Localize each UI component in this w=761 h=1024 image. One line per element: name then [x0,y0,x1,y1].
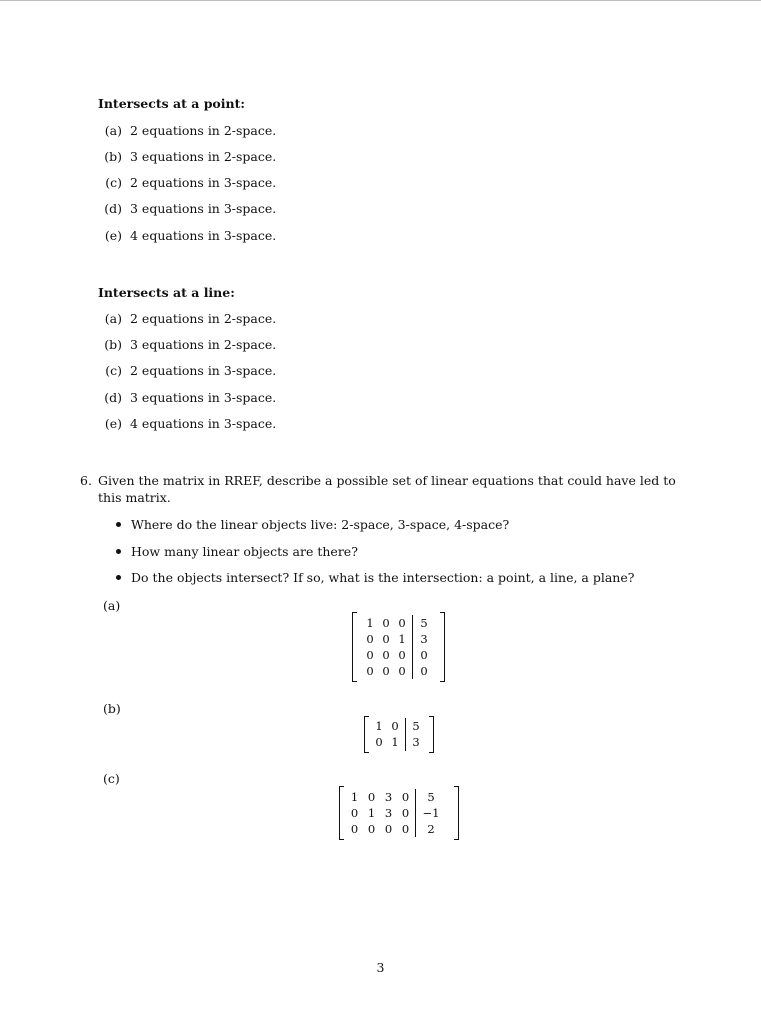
part-c-label: (c) [103,771,120,786]
problem-text-line-1: Given the matrix in RREF, describe a possible set of linear equations that could have led to [98,473,676,488]
matrix-cell: 3 [412,735,420,749]
problem-text-line-2: this matrix. [98,490,171,505]
matrix-cell: 0 [401,822,410,836]
matrix-cell: 0 [382,664,390,678]
page-number: 3 [376,960,385,975]
matrix-cell: 3 [384,790,393,804]
part-b-label: (b) [103,701,121,716]
item-text: 2 equations in 3-space. [130,175,277,190]
item-text: 3 equations in 2-space. [130,149,277,164]
matrix-cell: 0 [401,790,410,804]
bullet-item [116,570,634,585]
matrix-cell: 3 [420,632,428,646]
item-text: 3 equations in 2-space. [130,337,277,352]
matrix-c-grid [346,789,448,837]
matrix-b [364,716,434,753]
item-label: (c) [105,363,122,378]
list-item [98,201,276,216]
matrix-b-grid [371,718,429,750]
list-item [98,337,276,352]
list-item [98,311,276,326]
bullet-item [116,544,358,559]
bullet-item [116,517,509,532]
item-label: (b) [104,149,122,164]
augment-divider [412,615,413,679]
bullet-icon [116,522,121,527]
matrix-cell: 2 [427,822,435,836]
item-text: 2 equations in 2-space. [130,123,277,138]
matrix-cell: 0 [350,806,359,820]
item-label: (c) [105,175,122,190]
matrix-cell: 0 [350,822,359,836]
matrix-cell: 0 [366,632,374,646]
part-a-label: (a) [103,598,121,613]
matrix-cell: 0 [398,616,406,630]
matrix-cell: 0 [420,648,428,662]
matrix-cell: 0 [366,648,374,662]
section-point-heading: Intersects at a point: [98,96,245,111]
matrix-cell: 0 [382,632,390,646]
list-item [98,123,276,138]
matrix-cell: 0 [382,616,390,630]
matrix-bracket-right [454,786,459,840]
matrix-cell: 0 [420,664,428,678]
item-label: (d) [104,201,122,216]
item-label: (d) [104,390,122,405]
matrix-cell: 0 [398,664,406,678]
matrix-cell: 1 [398,632,406,646]
bullet-icon [116,549,121,554]
bullet-text: Do the objects intersect? If so, what is the intersection: a point, a line, a plane? [131,570,635,585]
matrix-a [352,612,445,682]
item-text: 3 equations in 3-space. [130,390,277,405]
item-label: (e) [104,228,122,243]
bullet-icon [116,575,121,580]
matrix-bracket-left [352,612,357,682]
item-text: 3 equations in 3-space. [130,201,277,216]
matrix-a-grid [362,615,438,679]
page-top-border [0,0,761,1]
bullet-text: How many linear objects are there? [131,544,358,559]
matrix-bracket-right [429,716,434,753]
list-item [98,416,276,431]
matrix-cell: 5 [420,616,428,630]
matrix-cell: 1 [366,616,374,630]
item-text: 2 equations in 3-space. [130,363,277,378]
matrix-bracket-left [339,786,344,840]
matrix-cell: 5 [412,719,420,733]
matrix-cell: 0 [382,648,390,662]
matrix-cell: 1 [367,806,376,820]
matrix-cell: 0 [384,822,393,836]
matrix-cell: 0 [367,790,376,804]
item-text: 4 equations in 3-space. [130,228,277,243]
matrix-cell: 1 [375,719,383,733]
matrix-bracket-left [364,716,369,753]
item-label: (e) [104,416,122,431]
augment-divider [405,718,406,751]
matrix-cell: 1 [350,790,359,804]
list-item [98,175,276,190]
matrix-cell: 0 [401,806,410,820]
bullet-text: Where do the linear objects live: 2-space, 3-space, 4-space? [131,517,510,532]
matrix-cell: 0 [367,822,376,836]
item-label: (a) [104,311,122,326]
augment-divider [415,789,416,837]
matrix-cell: 1 [391,735,399,749]
item-text: 4 equations in 3-space. [130,416,277,431]
matrix-c [339,786,459,840]
item-label: (b) [104,337,122,352]
matrix-cell: 5 [427,790,435,804]
section-line-heading: Intersects at a line: [98,285,235,300]
problem-number: 6. [80,473,92,488]
list-item [98,363,276,378]
matrix-cell: −1 [422,806,440,820]
matrix-bracket-right [440,612,445,682]
list-item [98,228,276,243]
list-item [98,390,276,405]
matrix-cell: 0 [398,648,406,662]
matrix-cell: 3 [384,806,393,820]
list-item [98,149,276,164]
item-label: (a) [104,123,122,138]
item-text: 2 equations in 2-space. [130,311,277,326]
matrix-cell: 0 [375,735,383,749]
matrix-cell: 0 [366,664,374,678]
matrix-cell: 0 [391,719,399,733]
